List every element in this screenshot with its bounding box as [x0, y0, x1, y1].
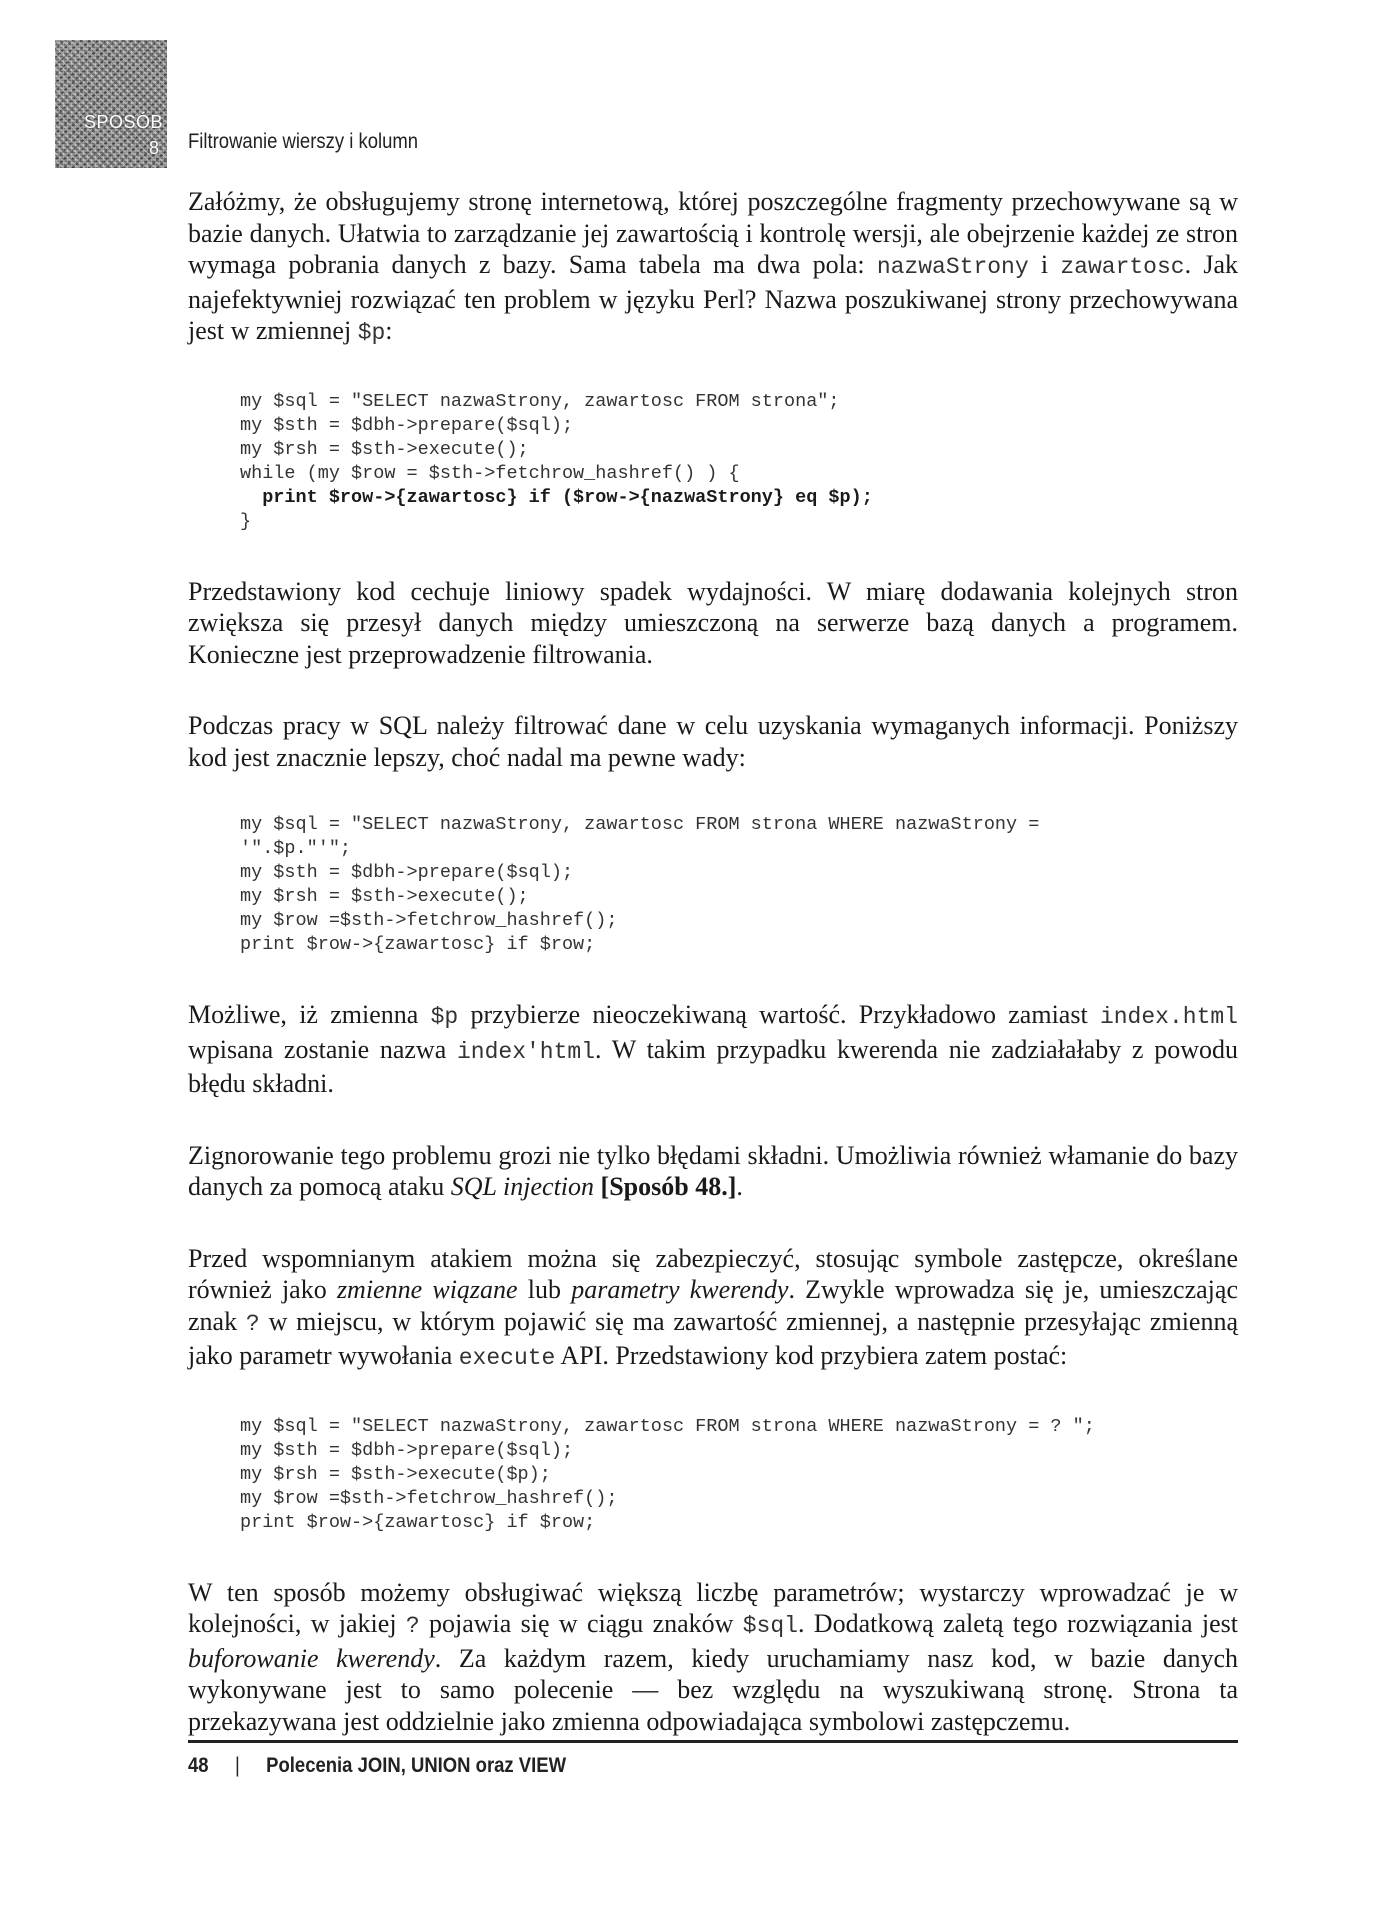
text: : [385, 316, 393, 345]
badge-label: SPOSÓB [83, 112, 163, 132]
italic-term: parametry kwerendy [571, 1275, 789, 1304]
text: wpisana zostanie nazwa [188, 1034, 457, 1064]
inline-code: ? [245, 1310, 260, 1337]
page-footer [188, 1754, 566, 1778]
code-line: my $sth = $dbh->prepare($sql); [240, 414, 574, 436]
italic-term: buforowanie kwerendy [188, 1643, 435, 1673]
inline-code: $p [357, 320, 386, 346]
code-line: print $row->{zawartosc} if $row; [240, 934, 596, 955]
text: . W takim przypadku kwerenda nie zadziałałaby z powodu błędu składni. [188, 1034, 1238, 1098]
text: . Za każdym razem, kiedy uruchamiamy nasz kod, w bazie danych wykonywane jest to samo polecenie — bez względu na wyszukiwaną stronę. Strona ta przekazywana jest oddzielnie jako zmienna odpowiadająca symbolowi zastępczemu. [188, 1643, 1238, 1736]
code-line-bold: print $row->{zawartosc} if ($row->{nazwaStrony} eq $p); [240, 486, 873, 508]
text: . [736, 1172, 743, 1201]
running-title: Filtrowanie wierszy i kolumn [188, 130, 419, 153]
footer-divider [188, 1740, 1238, 1743]
text: lub [517, 1275, 572, 1304]
text: przybierze nieoczekiwaną wartość. Przykładowo zamiast [458, 1000, 1100, 1029]
code-block-1 [240, 390, 1238, 534]
cross-reference: [Sposób 48.] [600, 1172, 737, 1201]
paragraph-1 [188, 186, 1238, 350]
inline-code: index'html [456, 1038, 596, 1065]
code-line: my $sth = $dbh->prepare($sql); [240, 1439, 574, 1461]
italic-term: zmienne wiązane [336, 1275, 518, 1304]
chapter-title: Polecenia JOIN, UNION oraz VIEW [266, 1754, 567, 1777]
code-block-3 [240, 1415, 1238, 1535]
code-line: my $sth = $dbh->prepare($sql); [240, 862, 574, 883]
code-line: my $sql = "SELECT nazwaStrony, zawartosc FROM strona WHERE nazwaStrony = [240, 814, 1040, 835]
code-line: my $row =$sth->fetchrow_hashref(); [240, 910, 618, 931]
text: W ten sposób możemy obsługiwać większą liczbę parametrów; wystarczy wprowadzać je w kolejności, w jakiej [188, 1577, 1238, 1638]
paragraph-3: Podczas pracy w SQL należy filtrować dane w celu uzyskania wymaganych informacji. Poniższy kod jest znacznie lepszy, choć nadal ma pewne wady: [188, 711, 1238, 772]
code-line: print $row->{zawartosc} if $row; [240, 1511, 596, 1533]
text: pojawia się w ciągu znaków [419, 1609, 743, 1638]
code-line: my $row =$sth->fetchrow_hashref(); [240, 1487, 618, 1509]
inline-code: execute [458, 1345, 556, 1371]
paragraph-7 [188, 1577, 1238, 1738]
code-line: '".$p."'"; [240, 838, 352, 859]
inline-code: zawartosc [1060, 254, 1185, 280]
code-line: my $rsh = $sth->execute(); [240, 886, 529, 907]
code-line: while (my $row = $sth->fetchrow_hashref() ) { [240, 462, 740, 484]
inline-code: index.html [1099, 1004, 1238, 1030]
italic-term: SQL injection [450, 1172, 595, 1201]
paragraph-2: Przedstawiony kod cechuje liniowy spadek wydajności. W miarę dodawania kolejnych stron zwiększa się przesył danych między umieszczoną na serwerze bazą danych a programem. Konieczne jest przeprowadzenie filtrowania. [188, 576, 1238, 669]
paragraph-4 [188, 999, 1238, 1100]
code-line: my $rsh = $sth->execute($p); [240, 1463, 551, 1485]
code-line: } [240, 510, 252, 532]
code-line: my $sql = "SELECT nazwaStrony, zawartosc FROM strona WHERE nazwaStrony = ? "; [240, 1415, 1095, 1437]
text: . Dodatkową zaletą tego rozwiązania jest [797, 1609, 1238, 1638]
text: Załóżmy, że obsługujemy stronę internetową, której poszczególne fragmenty przechowywane są w bazie danych. Ułatwia to zarządzanie jej zawartością i kontrolę wersji, ale obejrzenie każdej ze stron wymaga pobrania danych z bazy. Sama tabela ma dwa pola: [188, 187, 1238, 279]
text: Możliwe, iż zmienna [188, 1000, 431, 1029]
inline-code: $p [430, 1004, 459, 1030]
hack-badge [55, 40, 167, 168]
text: Przed wspomnianym atakiem można się zabezpieczyć, stosując symbole zastępcze, określane również jako [188, 1243, 1238, 1304]
page-body [188, 186, 1238, 1777]
text: API. Przedstawiony kod przybiera zatem postać: [555, 1341, 1068, 1370]
code-line: my $sql = "SELECT nazwaStrony, zawartosc FROM strona"; [240, 390, 840, 412]
text: w miejscu, w którym pojawić się ma zawartość zmiennej, a następnie przesyłając zmienną jako parametr wywołania [188, 1306, 1238, 1370]
paragraph-6 [188, 1243, 1238, 1375]
code-line: my $rsh = $sth->execute(); [240, 438, 529, 460]
footer-separator: | [234, 1754, 240, 1777]
badge-number: 8 [148, 138, 159, 158]
inline-code: ? [405, 1613, 420, 1639]
text: Zignorowanie tego problemu grozi nie tylko błędami składni. Umożliwia również włamanie do bazy danych za pomocą ataku [188, 1140, 1238, 1201]
text: i [1028, 250, 1061, 279]
page-number: 48 [188, 1754, 209, 1777]
paragraph-5 [188, 1140, 1238, 1203]
text: . Jak najefektywniej rozwiązać ten problem w języku Perl? Nazwa poszukiwanej strony przechowywana jest w zmiennej [188, 250, 1238, 345]
inline-code: $sql [742, 1613, 798, 1639]
text: . Zwykle wprowadza się je, umieszczając znak [188, 1275, 1238, 1336]
inline-code: nazwaStrony [876, 254, 1029, 280]
code-block-2 [240, 813, 1238, 957]
